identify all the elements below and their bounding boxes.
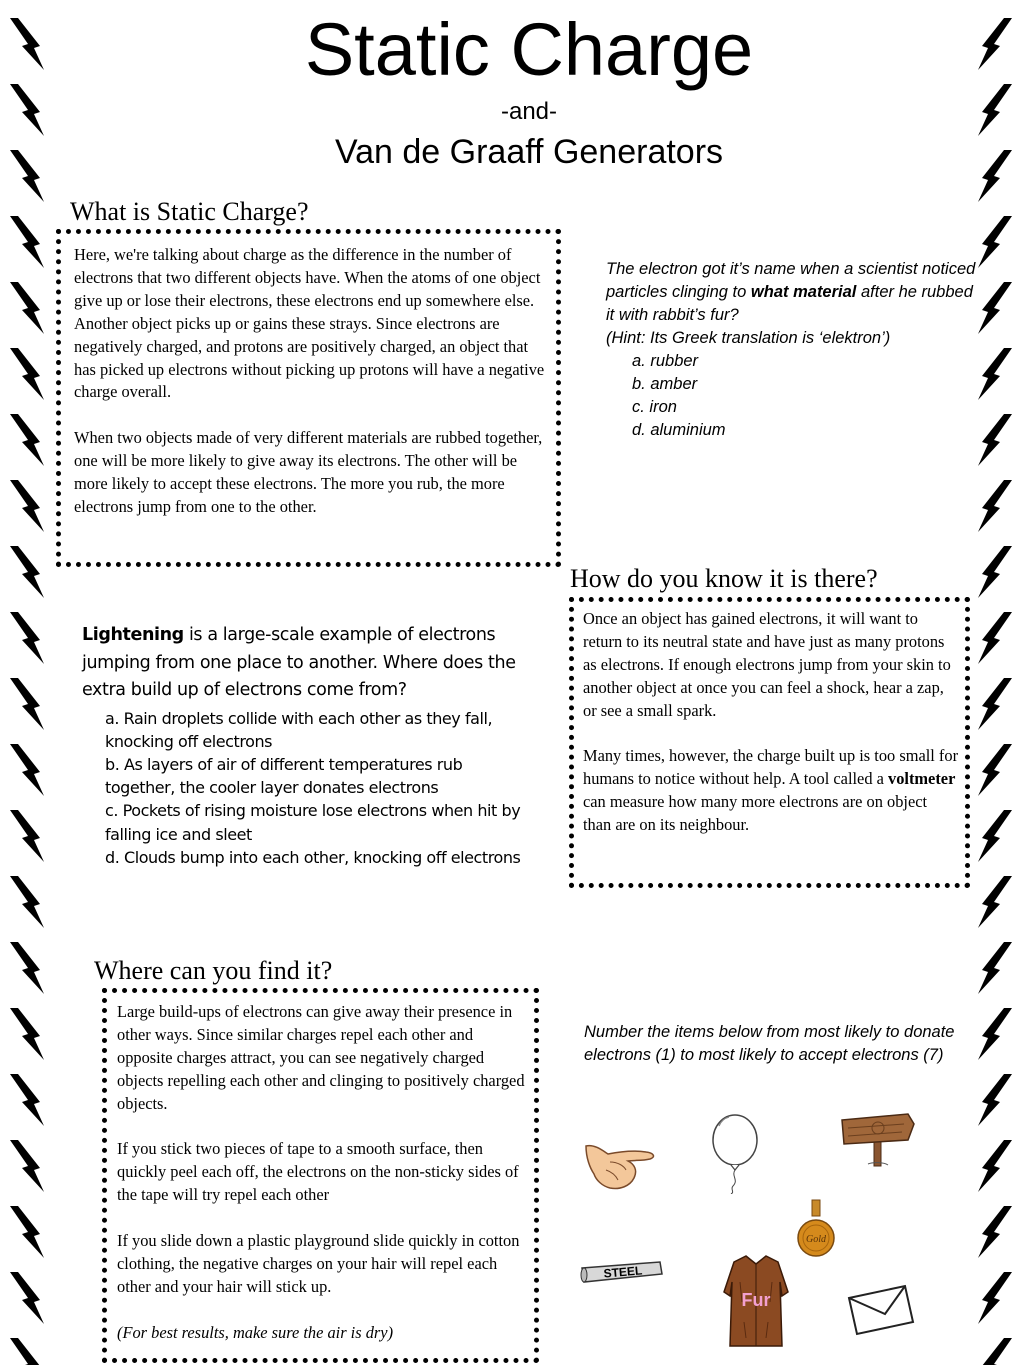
lightning-bolt-icon [10,1140,44,1192]
what-is-static-charge-box [56,229,561,567]
lightning-bolt-icon [978,414,1012,466]
envelope-icon [845,1282,917,1338]
paragraph: Large build-ups of electrons can give away their presence in other ways. Since similar charges repel each other and opposite charges attract, you can see negatively charged objects repelling each other and clinging to positively charged objects. [117,1002,525,1113]
electron-name-question [606,258,976,442]
lightning-bolt-icon [10,216,44,268]
answer-option: c. iron [632,398,677,416]
title-connector: -and- [500,98,558,125]
answer-option: b. As layers of air of different temperatures rub together, the cooler layer donates electrons [105,754,463,798]
numbering-question: Number the items below from most likely to donate electrons (1) to most likely to accept electrons (7) [584,1023,955,1064]
paragraph: If you stick two pieces of tape to a smooth surface, then quickly peel each off, the electrons on the non-sticky sides of the tape will try repel each other [117,1139,519,1205]
answer-option: d. aluminium [632,421,726,439]
lightning-bolt-icon [10,414,44,466]
left-lightning-border [0,0,70,1365]
lightning-bolt-icon [10,480,44,532]
wooden-sign-icon [838,1110,916,1168]
lightning-bolt-icon [978,744,1012,796]
lightning-bolt-icon [978,942,1012,994]
steel-bar-icon [578,1260,664,1284]
fur-coat-icon [722,1252,790,1352]
section-heading-how: How do you know it is there? [570,564,878,593]
lightning-bolt-icon [978,1074,1012,1126]
lightning-bolt-icon [978,810,1012,862]
voltmeter-term: voltmeter [888,769,956,789]
answer-option: a. rubber [632,352,699,370]
section-heading-what: What is Static Charge? [70,197,309,226]
lightning-bolt-icon [978,1272,1012,1324]
lightning-bolt-icon [0,0,70,1365]
lightning-bolt-icon [10,282,44,334]
fur-label: Fur [741,1290,771,1310]
lightning-bolt-icon [10,1008,44,1060]
lightning-bolt-icon [10,1338,44,1365]
lightning-bolt-icon [978,678,1012,730]
lightning-bolt-icon [10,1272,44,1324]
paragraph: Many times, however, the charge built up is too small for humans to notice without help. A tool called a voltmeter can measure how many more electrons are on object than are on its neighbour. [583,746,959,835]
lightning-bolt-icon [978,1140,1012,1192]
lightning-bolt-icon [10,348,44,400]
lightning-bolt-icon [978,216,1012,268]
note: (For best results, make sure the air is dry) [117,1322,394,1342]
where-can-you-find-it-box [102,988,539,1363]
lightning-bolt-icon [10,546,44,598]
lightning-bolt-icon [978,348,1012,400]
lightning-bolt-icon [978,282,1012,334]
question-emphasis: Lightening [82,625,184,645]
how-do-you-know-box [569,597,970,888]
lightning-bolt-icon [10,678,44,730]
question-text: The electron got it’s name when a scientist noticed particles clinging to what material after he rubbed it with rabbit’s fur? [606,260,976,324]
lightning-bolt-icon [978,1206,1012,1258]
balloon-icon [705,1112,767,1194]
paragraph: Here, we're talking about charge as the difference in the number of electrons that two different objects have. When the atoms of one object give up or lose their electrons, these electrons end up somewhere else. Another object picks up or gains these strays. Since electrons are negatively charged, and protons are positively charged, an object that has picked up electrons without picking up protons will have a negative charge overall. [74,245,545,402]
answer-option: d. Clouds bump into each other, knocking off electrons [105,847,521,867]
answer-option: a. Rain droplets collide with each other as they fall, knocking off electrons [105,708,493,751]
lightning-question [82,622,522,869]
paragraph: When two objects made of very different materials are rubbed together, one will be more likely to give away its electrons. The other will be more likely to accept these electrons. The more you rub, the more electrons jump from one to the other. [74,428,543,516]
section-heading-where: Where can you find it? [94,956,333,985]
gold-label: Gold [806,1234,826,1245]
lightning-bolt-icon [978,480,1012,532]
hand-icon [580,1140,660,1200]
lightning-bolt-icon [10,942,44,994]
question-text: Lightening is a large-scale example of electrons jumping from one place to another. Where does the extra build up of electrons come from? [82,625,516,700]
lightning-bolt-icon [10,1206,44,1258]
lightning-bolt-icon [978,876,1012,928]
lightning-bolt-icon [10,1074,44,1126]
lightning-bolt-icon [10,612,44,664]
answer-option: b. amber [632,375,698,393]
answer-option: c. Pockets of rising moisture lose electrons when hit by falling ice and sleet [105,801,521,844]
page-subtitle: Van de Graaff Generators [334,133,724,171]
question-hint: (Hint: Its Greek translation is ‘elektron’) [606,329,891,347]
lightning-bolt-icon [978,612,1012,664]
lightning-bolt-icon [978,1338,1012,1365]
paragraph: If you slide down a plastic playground slide quickly in cotton clothing, the negative charges on your hair will repel each other and your hair will stick up. [117,1231,520,1296]
lightning-bolt-icon [10,810,44,862]
question-emphasis: what material [750,283,857,301]
lightning-bolt-icon [10,744,44,796]
lightning-bolt-icon [978,1008,1012,1060]
paragraph: Once an object has gained electrons, it will want to return to its neutral state and have just as many protons as electrons. If enough electrons jump from your skin to another object at once you can feel a shock, hear a zap, or see a small spark. [583,609,951,720]
lightning-bolt-icon [978,546,1012,598]
page-title: Static Charge [304,8,754,91]
lightning-bolt-icon [10,876,44,928]
steel-label: STEEL [603,1263,643,1281]
gold-medal-icon [796,1198,836,1266]
